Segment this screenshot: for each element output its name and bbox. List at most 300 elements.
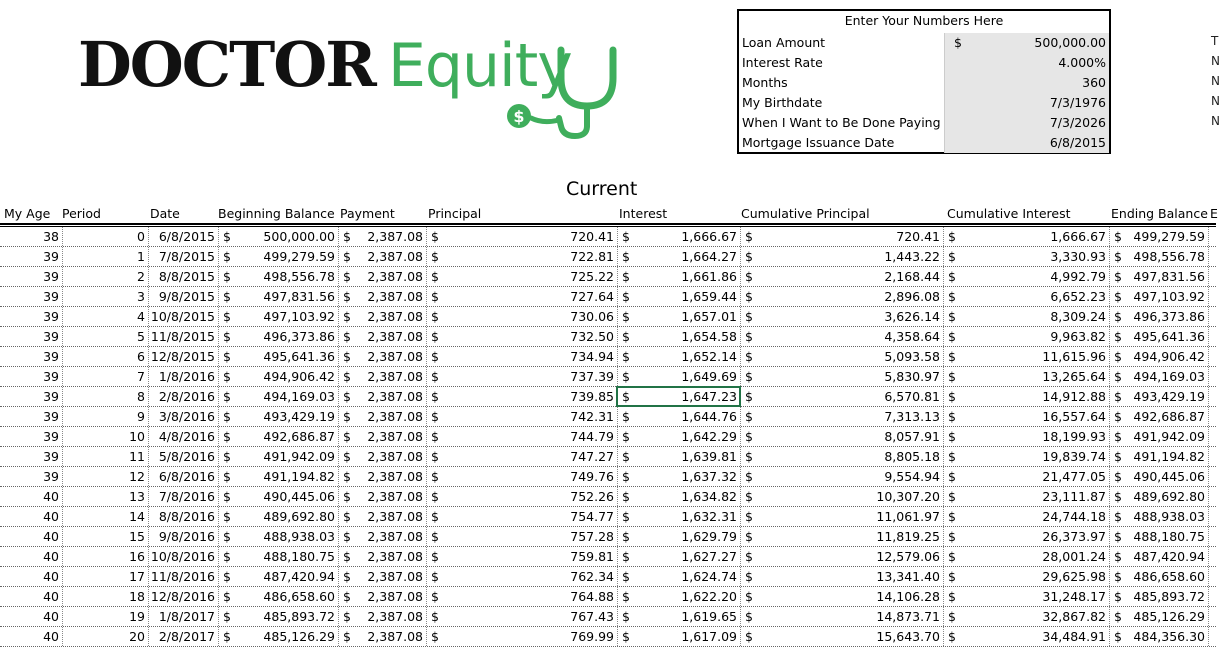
- table-cell[interactable]: [740, 307, 943, 326]
- table-cell[interactable]: [617, 587, 740, 606]
- table-cell[interactable]: [218, 347, 338, 366]
- table-cell[interactable]: [218, 287, 338, 306]
- table-cell[interactable]: 13: [62, 487, 148, 506]
- table-row: [0, 607, 1216, 627]
- table-cell[interactable]: [943, 407, 1109, 426]
- table-cell[interactable]: 11/8/2015: [148, 327, 218, 346]
- table-cell[interactable]: [338, 407, 426, 426]
- currency-symbol: $: [745, 289, 753, 304]
- table-cell[interactable]: 20: [62, 627, 148, 646]
- table-cell[interactable]: 40: [43, 509, 59, 524]
- table-cell[interactable]: 40: [43, 529, 59, 544]
- table-cell[interactable]: [617, 507, 740, 526]
- column-header[interactable]: Date: [150, 206, 180, 221]
- table-cell[interactable]: [943, 367, 1109, 386]
- table-cell[interactable]: 10: [62, 427, 148, 446]
- input-value-cell[interactable]: [944, 53, 1109, 73]
- table-cell[interactable]: [617, 447, 740, 466]
- table-cell[interactable]: [338, 267, 426, 286]
- cell-value: 6,570.81: [884, 389, 940, 404]
- cell-value: 486,658.60: [1133, 569, 1205, 584]
- table-cell[interactable]: 12/8/2016: [148, 587, 218, 606]
- table-cell[interactable]: 3/8/2016: [148, 407, 218, 426]
- table-cell[interactable]: [1109, 447, 1208, 466]
- table-cell[interactable]: [1109, 347, 1208, 366]
- table-cell[interactable]: [426, 307, 617, 326]
- table-row: [0, 307, 1216, 327]
- input-value-cell[interactable]: [944, 133, 1109, 153]
- currency-symbol: $: [431, 589, 439, 604]
- table-cell[interactable]: [218, 607, 338, 626]
- table-cell[interactable]: 9: [62, 407, 148, 426]
- currency-symbol: $: [745, 509, 753, 524]
- currency-symbol: $: [1114, 249, 1122, 264]
- table-cell[interactable]: [740, 527, 943, 546]
- table-cell[interactable]: [740, 607, 943, 626]
- table-cell[interactable]: [426, 607, 617, 626]
- currency-symbol: $: [745, 409, 753, 424]
- table-cell[interactable]: [943, 427, 1109, 446]
- table-cell[interactable]: [740, 547, 943, 566]
- table-cell[interactable]: [1109, 407, 1208, 426]
- table-cell[interactable]: [426, 587, 617, 606]
- table-cell[interactable]: 38: [43, 229, 59, 244]
- table-cell[interactable]: [1109, 487, 1208, 506]
- cutoff-cell: [1208, 467, 1216, 486]
- table-cell[interactable]: 6: [62, 347, 148, 366]
- table-cell[interactable]: [943, 447, 1109, 466]
- cell-value: 2,387.08: [367, 569, 423, 584]
- column-header[interactable]: E: [1210, 206, 1218, 221]
- table-cell[interactable]: [617, 547, 740, 566]
- cell-value: 31,248.17: [1042, 589, 1106, 604]
- table-cell[interactable]: [218, 327, 338, 346]
- table-cell[interactable]: 39: [43, 309, 59, 324]
- currency-symbol: $: [948, 449, 956, 464]
- table-cell[interactable]: [740, 587, 943, 606]
- table-cell[interactable]: 39: [43, 429, 59, 444]
- cell-value: 2,387.08: [367, 229, 423, 244]
- cell-value: 490,445.06: [263, 489, 335, 504]
- table-cell[interactable]: [740, 507, 943, 526]
- table-cell[interactable]: [617, 227, 740, 246]
- table-cell[interactable]: [740, 467, 943, 486]
- table-cell[interactable]: [740, 427, 943, 446]
- table-cell[interactable]: 10/8/2015: [148, 307, 218, 326]
- table-cell[interactable]: [1109, 547, 1208, 566]
- table-cell[interactable]: 7/8/2016: [148, 487, 218, 506]
- table-cell[interactable]: [1109, 387, 1208, 406]
- cell-value: 2,387.08: [367, 289, 423, 304]
- table-cell[interactable]: 5: [62, 327, 148, 346]
- table-cell[interactable]: [617, 367, 740, 386]
- table-cell[interactable]: [426, 487, 617, 506]
- table-cell[interactable]: [617, 327, 740, 346]
- cell-value: 6,652.23: [1050, 289, 1106, 304]
- table-cell[interactable]: [740, 567, 943, 586]
- table-cell[interactable]: 18: [62, 587, 148, 606]
- table-cell[interactable]: [338, 287, 426, 306]
- table-cell[interactable]: [943, 247, 1109, 266]
- table-cell[interactable]: [338, 607, 426, 626]
- table-cell[interactable]: 8/8/2015: [148, 267, 218, 286]
- table-cell[interactable]: [338, 347, 426, 366]
- cell-value: 749.76: [570, 469, 614, 484]
- cell-value: 3,330.93: [1050, 249, 1106, 264]
- table-cell[interactable]: [426, 367, 617, 386]
- table-cell[interactable]: [218, 247, 338, 266]
- table-cell[interactable]: [338, 447, 426, 466]
- table-cell[interactable]: 10/8/2016: [148, 547, 218, 566]
- table-cell[interactable]: 15: [62, 527, 148, 546]
- cell-value: 488,938.03: [1133, 509, 1205, 524]
- table-cell[interactable]: 39: [43, 269, 59, 284]
- table-cell[interactable]: 8/8/2016: [148, 507, 218, 526]
- table-cell[interactable]: 6/8/2015: [148, 227, 218, 246]
- table-cell[interactable]: [740, 267, 943, 286]
- table-cell[interactable]: [617, 307, 740, 326]
- cutoff-cell: [1208, 227, 1216, 246]
- cell-value: 720.41: [896, 229, 940, 244]
- currency-symbol: $: [223, 409, 231, 424]
- table-cell[interactable]: 6/8/2016: [148, 467, 218, 486]
- table-cell[interactable]: [943, 507, 1109, 526]
- table-cell[interactable]: [218, 367, 338, 386]
- cell-value: 19,839.74: [1042, 449, 1106, 464]
- table-cell[interactable]: [426, 507, 617, 526]
- table-cell[interactable]: [218, 547, 338, 566]
- currency-symbol: $: [948, 569, 956, 584]
- table-cell[interactable]: [943, 527, 1109, 546]
- table-cell[interactable]: [426, 407, 617, 426]
- table-cell[interactable]: [943, 467, 1109, 486]
- table-cell[interactable]: [426, 227, 617, 246]
- table-cell[interactable]: 39: [43, 249, 59, 264]
- table-cell[interactable]: [617, 487, 740, 506]
- table-cell[interactable]: [740, 327, 943, 346]
- table-cell[interactable]: 7: [62, 367, 148, 386]
- table-cell[interactable]: 0: [62, 227, 148, 246]
- table-cell[interactable]: [338, 307, 426, 326]
- table-cell[interactable]: [218, 447, 338, 466]
- table-cell[interactable]: 1/8/2016: [148, 367, 218, 386]
- table-cell[interactable]: [943, 307, 1109, 326]
- cell-value: 497,831.56: [1133, 269, 1205, 284]
- table-cell[interactable]: [218, 307, 338, 326]
- cell-value: 1,661.86: [681, 269, 737, 284]
- table-cell[interactable]: [218, 407, 338, 426]
- cell-value: 757.28: [570, 529, 614, 544]
- table-cell[interactable]: [426, 347, 617, 366]
- cell-value: 1,629.79: [681, 529, 737, 544]
- table-cell[interactable]: [218, 487, 338, 506]
- table-cell[interactable]: [426, 387, 617, 406]
- cell-value: 737.39: [570, 369, 614, 384]
- table-cell[interactable]: [617, 407, 740, 426]
- table-cell[interactable]: [617, 627, 740, 646]
- table-cell[interactable]: [426, 527, 617, 546]
- table-cell[interactable]: [740, 407, 943, 426]
- table-cell[interactable]: 39: [43, 349, 59, 364]
- table-cell[interactable]: 39: [43, 329, 59, 344]
- input-value-cell[interactable]: [944, 33, 1109, 53]
- currency-symbol: $: [622, 269, 630, 284]
- currency-symbol: $: [622, 389, 630, 404]
- table-cell[interactable]: [943, 567, 1109, 586]
- table-cell[interactable]: [218, 387, 338, 406]
- column-header[interactable]: Principal: [428, 206, 482, 221]
- table-cell[interactable]: [943, 627, 1109, 646]
- table-cell[interactable]: 1: [62, 247, 148, 266]
- table-cell[interactable]: [1109, 607, 1208, 626]
- table-cell[interactable]: [338, 567, 426, 586]
- currency-symbol: $: [223, 469, 231, 484]
- currency-symbol: $: [431, 289, 439, 304]
- table-cell[interactable]: [943, 287, 1109, 306]
- currency-symbol: $: [1114, 349, 1122, 364]
- table-cell[interactable]: 39: [43, 369, 59, 384]
- table-cell[interactable]: [1109, 467, 1208, 486]
- cell-value: 493,429.19: [1133, 389, 1205, 404]
- table-cell[interactable]: [426, 547, 617, 566]
- table-cell[interactable]: 11/8/2016: [148, 567, 218, 586]
- table-cell[interactable]: [617, 607, 740, 626]
- currency-symbol: $: [745, 549, 753, 564]
- cell-value: 2,387.08: [367, 629, 423, 644]
- table-cell[interactable]: [1109, 627, 1208, 646]
- table-cell[interactable]: [218, 267, 338, 286]
- table-cell[interactable]: [943, 327, 1109, 346]
- table-cell[interactable]: [338, 467, 426, 486]
- cell-value: 491,194.82: [1133, 449, 1205, 464]
- table-cell[interactable]: [338, 367, 426, 386]
- table-cell[interactable]: 40: [43, 489, 59, 504]
- table-cell[interactable]: [943, 547, 1109, 566]
- column-header[interactable]: Period: [62, 206, 101, 221]
- cell-value: 2,387.08: [367, 369, 423, 384]
- table-cell[interactable]: 8: [62, 387, 148, 406]
- table-cell[interactable]: [218, 627, 338, 646]
- table-cell[interactable]: [1109, 267, 1208, 286]
- table-cell[interactable]: [1109, 427, 1208, 446]
- table-cell[interactable]: [218, 427, 338, 446]
- table-cell[interactable]: [617, 287, 740, 306]
- table-cell[interactable]: [943, 587, 1109, 606]
- currency-symbol: $: [745, 629, 753, 644]
- table-cell[interactable]: [1109, 587, 1208, 606]
- table-cell[interactable]: 11: [62, 447, 148, 466]
- table-row: [0, 227, 1216, 247]
- table-cell[interactable]: [617, 347, 740, 366]
- table-cell[interactable]: [1109, 327, 1208, 346]
- table-cell[interactable]: [426, 567, 617, 586]
- table-cell[interactable]: 39: [43, 389, 59, 404]
- table-cell[interactable]: [943, 487, 1109, 506]
- input-value: 4.000%: [1058, 55, 1106, 70]
- table-cell[interactable]: [617, 467, 740, 486]
- table-cell[interactable]: [740, 487, 943, 506]
- column-header[interactable]: Interest: [619, 206, 668, 221]
- table-cell[interactable]: 39: [43, 289, 59, 304]
- table-cell[interactable]: 2/8/2017: [148, 627, 218, 646]
- table-cell[interactable]: 1/8/2017: [148, 607, 218, 626]
- table-cell[interactable]: [1109, 307, 1208, 326]
- table-cell[interactable]: [338, 427, 426, 446]
- table-cell[interactable]: [943, 267, 1109, 286]
- currency-symbol: $: [343, 289, 351, 304]
- table-cell[interactable]: [1109, 287, 1208, 306]
- table-cell[interactable]: [943, 227, 1109, 246]
- table-cell[interactable]: [1109, 227, 1208, 246]
- currency-symbol: $: [431, 609, 439, 624]
- column-header[interactable]: Beginning Balance: [218, 206, 335, 221]
- table-cell[interactable]: [617, 527, 740, 546]
- table-cell[interactable]: [218, 527, 338, 546]
- table-cell[interactable]: 39: [43, 469, 59, 484]
- table-cell[interactable]: [740, 287, 943, 306]
- table-cell[interactable]: [338, 327, 426, 346]
- table-cell[interactable]: [740, 627, 943, 646]
- table-cell[interactable]: [338, 487, 426, 506]
- table-cell[interactable]: [218, 227, 338, 246]
- table-cell[interactable]: 40: [43, 609, 59, 624]
- table-cell[interactable]: [338, 387, 426, 406]
- currency-symbol: $: [431, 409, 439, 424]
- cell-value: 495,641.36: [263, 349, 335, 364]
- table-cell[interactable]: [740, 447, 943, 466]
- currency-symbol: $: [622, 429, 630, 444]
- table-cell[interactable]: [943, 607, 1109, 626]
- table-cell[interactable]: [338, 227, 426, 246]
- table-cell[interactable]: 16: [62, 547, 148, 566]
- table-cell[interactable]: [1109, 367, 1208, 386]
- table-cell[interactable]: [338, 247, 426, 266]
- table-cell[interactable]: 2: [62, 267, 148, 286]
- table-cell[interactable]: 14: [62, 507, 148, 526]
- cell-value: 2,387.08: [367, 549, 423, 564]
- currency-symbol: $: [954, 35, 962, 50]
- table-cell[interactable]: 39: [43, 449, 59, 464]
- table-cell[interactable]: 3: [62, 287, 148, 306]
- input-label: My Birthdate: [742, 95, 823, 110]
- table-cell[interactable]: [617, 267, 740, 286]
- table-cell[interactable]: [943, 387, 1109, 406]
- table-cell[interactable]: [426, 467, 617, 486]
- cutoff-cell: [1208, 327, 1216, 346]
- table-cell[interactable]: [617, 427, 740, 446]
- table-cell[interactable]: [1109, 507, 1208, 526]
- input-value-cell[interactable]: [944, 93, 1109, 113]
- currency-symbol: $: [223, 529, 231, 544]
- table-cell[interactable]: 19: [62, 607, 148, 626]
- table-cell[interactable]: [1109, 567, 1208, 586]
- table-cell[interactable]: [617, 247, 740, 266]
- table-cell[interactable]: [426, 627, 617, 646]
- column-header[interactable]: Cumulative Principal: [741, 206, 870, 221]
- table-cell[interactable]: [426, 447, 617, 466]
- input-label: Months: [742, 75, 788, 90]
- input-value-cell[interactable]: [944, 73, 1109, 93]
- currency-symbol: $: [1114, 289, 1122, 304]
- table-cell[interactable]: [218, 507, 338, 526]
- table-cell[interactable]: 9/8/2015: [148, 287, 218, 306]
- table-cell[interactable]: 7/8/2015: [148, 247, 218, 266]
- table-cell[interactable]: [426, 247, 617, 266]
- currency-symbol: $: [745, 429, 753, 444]
- table-cell[interactable]: 4: [62, 307, 148, 326]
- table-cell[interactable]: 12/8/2015: [148, 347, 218, 366]
- table-cell[interactable]: [338, 527, 426, 546]
- table-cell[interactable]: [426, 427, 617, 446]
- input-row: [739, 133, 1109, 153]
- table-row: [0, 427, 1216, 447]
- table-cell[interactable]: [1109, 527, 1208, 546]
- currency-symbol: $: [1114, 589, 1122, 604]
- table-cell[interactable]: [740, 347, 943, 366]
- table-cell[interactable]: [338, 587, 426, 606]
- currency-symbol: $: [622, 409, 630, 424]
- cell-value: 485,893.72: [263, 609, 335, 624]
- table-cell[interactable]: 40: [43, 569, 59, 584]
- table-cell[interactable]: [426, 287, 617, 306]
- table-cell[interactable]: [426, 327, 617, 346]
- table-cell[interactable]: 5/8/2016: [148, 447, 218, 466]
- currency-symbol: $: [343, 529, 351, 544]
- table-cell[interactable]: 4/8/2016: [148, 427, 218, 446]
- cell-value: 2,387.08: [367, 509, 423, 524]
- currency-symbol: $: [431, 429, 439, 444]
- table-cell[interactable]: [338, 547, 426, 566]
- cell-value: 767.43: [570, 609, 614, 624]
- table-cell[interactable]: [218, 467, 338, 486]
- table-cell[interactable]: 2/8/2016: [148, 387, 218, 406]
- table-cell[interactable]: [338, 627, 426, 646]
- table-cell[interactable]: 17: [62, 567, 148, 586]
- table-cell[interactable]: [1109, 247, 1208, 266]
- column-header[interactable]: Payment: [340, 206, 395, 221]
- table-cell[interactable]: [218, 587, 338, 606]
- currency-symbol: $: [622, 609, 630, 624]
- table-cell[interactable]: 39: [43, 409, 59, 424]
- column-header[interactable]: My Age: [4, 206, 51, 221]
- currency-symbol: $: [948, 409, 956, 424]
- cell-value: 2,387.08: [367, 529, 423, 544]
- currency-symbol: $: [622, 469, 630, 484]
- selected-cell[interactable]: [617, 387, 740, 406]
- column-header[interactable]: Ending Balance: [1111, 206, 1208, 221]
- cell-value: 23,111.87: [1042, 489, 1106, 504]
- table-cell[interactable]: [943, 347, 1109, 366]
- table-cell[interactable]: [740, 387, 943, 406]
- cell-value: 1,619.65: [681, 609, 737, 624]
- column-header[interactable]: Cumulative Interest: [947, 206, 1071, 221]
- table-cell[interactable]: 12: [62, 467, 148, 486]
- table-cell[interactable]: [338, 507, 426, 526]
- table-cell[interactable]: 40: [43, 549, 59, 564]
- cell-value: 1,666.67: [681, 229, 737, 244]
- table-cell[interactable]: 9/8/2016: [148, 527, 218, 546]
- table-cell[interactable]: [740, 247, 943, 266]
- table-cell[interactable]: [740, 227, 943, 246]
- table-cell[interactable]: 40: [43, 589, 59, 604]
- table-cell[interactable]: [218, 567, 338, 586]
- cell-value: 2,387.08: [367, 329, 423, 344]
- table-cell[interactable]: [740, 367, 943, 386]
- input-value-cell[interactable]: [944, 113, 1109, 133]
- table-cell[interactable]: 40: [43, 629, 59, 644]
- table-cell[interactable]: [426, 267, 617, 286]
- table-cell[interactable]: [617, 567, 740, 586]
